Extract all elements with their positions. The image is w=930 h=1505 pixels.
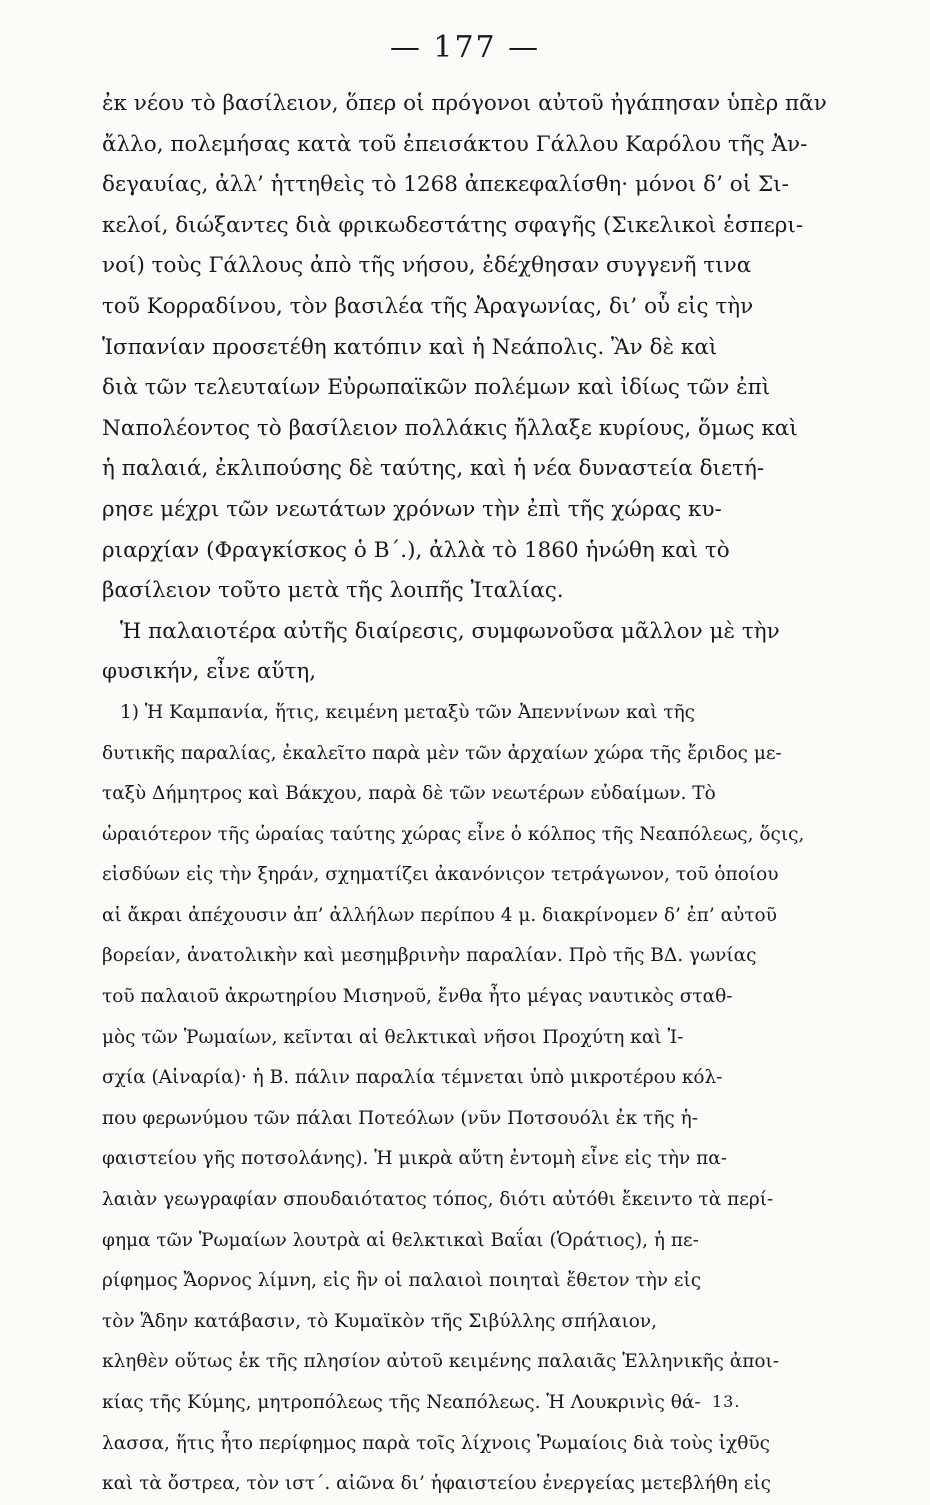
text-line: ἄλλο, πολεμήσας κατὰ τοῦ ἐπεισάκτου Γάλλου Καρόλου τῆς Ἀν- [102,131,808,157]
text-line: εἰσδύων εἰς τὴν ξηράν, σχηματίζει ἀκανόνιςον τετράγωνον, τοῦ ὁποίου [102,864,779,886]
body-text [102,84,827,1505]
text-line: ἐκ νέου τὸ βασίλειον, ὅπερ οἱ πρόγονοι αὐτοῦ ἠγάπησαν ὑπὲρ πᾶν [102,91,827,116]
text-line: Ἱσπανίαν προσετέθη κατόπιν καὶ ἡ Νεάπολις. Ἂν δὲ καὶ [102,334,718,360]
text-line: φαιστείου γῆς ποτσολάνης). Ἡ μικρὰ αὕτη ἐντομὴ εἶνε εἰς τὴν πα- [102,1148,728,1170]
text-line: ρίφημος Ἄορνος λίμνη, εἰς ἣν οἱ παλαιοὶ ποιηταὶ ἔθετον τὴν εἰς [102,1270,702,1292]
text-line: σχία (Αἰναρία)· ἡ Β. πάλιν παραλία τέμνεται ὑπὸ μικροτέρου κόλ- [102,1067,723,1089]
text-line: δεγαυίας, ἀλλ’ ἡττηθεὶς τὸ 1268 ἀπεκεφαλίσθη· μόνοι δ’ οἱ Σι- [102,172,789,198]
text-line: 1) Ἡ Καμπανία, ἥτις, κειμένη μεταξὺ τῶν Ἀπεννίνων καὶ τῆς [120,701,696,723]
text-line: ρησε μέχρι τῶν νεωτάτων χρόνων τὴν ἐπὶ τῆς χώρας κυ- [102,496,722,522]
text-line: που φερωνύμου τῶν πάλαι Ποτεόλων (νῦν Ποτσουόλι ἐκ τῆς ἡ- [102,1107,698,1129]
text-line: βασίλειον τοῦτο μετὰ τῆς λοιπῆς Ἰταλίας. [102,578,564,604]
text-line: αἱ ἄκραι ἀπέχουσιν ἀπ’ ἀλλήλων περίπου 4 μ. διακρίνομεν δ’ ἐπ’ αὐτοῦ [102,904,777,926]
text-line: νοί) τοὺς Γάλλους ἀπὸ τῆς νήσου, ἐδέχθησαν συγγενῆ τινα [102,253,752,279]
text-line: δυτικῆς παραλίας, ἐκαλεῖτο παρὰ μὲν τῶν ἀρχαίων χώρα τῆς ἔριδος με- [102,742,782,764]
text-line: μὸς τῶν Ῥωμαίων, κεῖνται αἱ θελκτικαὶ νῆσοι Προχύτη καὶ Ἰ- [102,1026,684,1048]
text-line: φημα τῶν Ῥωμαίων λουτρὰ αἱ θελκτικαὶ Βαΐαι (Ὁράτιος), ἡ πε- [102,1229,699,1251]
text-line: λαιὰν γεωγραφίαν σπουδαιότατος τόπος, διότι αὐτόθι ἔκειντο τὰ περί- [102,1189,774,1211]
text-line: καὶ τὰ ὄστρεα, τὸν ιστ΄. αἰῶνα δι’ ἡφαιστείου ἐνεργείας μετεβλήθη εἰς [102,1473,771,1495]
text-line: κίας τῆς Κύμης, μητροπόλεως τῆς Νεαπόλεως. Ἡ Λουκρινὶς θά- [102,1392,701,1413]
text-line: ὡραιότερον τῆς ὡραίας ταύτης χώρας εἶνε ὁ κόλπος τῆς Νεαπόλεως, ὅςις, [102,823,805,845]
text-line: φυσικήν, εἶνε αὕτη, [102,659,317,685]
signature-mark: 13. [712,1392,741,1411]
page-number: — 177 — [389,30,541,65]
text-line: ἡ παλαιά, ἐκλιπούσης δὲ ταύτης, καὶ ἡ νέα δυναστεία διετή- [102,456,765,482]
text-line: κελοί, διώξαντες διὰ φρικωδεστάτης σφαγῆς (Σικελικοὶ ἑσπερι- [102,212,804,238]
text-line: τοῦ Κορραδίνου, τὸν βασιλέα τῆς Ἀραγωνίας, δι’ οὗ εἰς τὴν [102,293,754,319]
text-line: βορείαν, ἀνατολικὴν καὶ μεσημβρινὴν παραλίαν. Πρὸ τῆς ΒΔ. γωνίας [102,945,757,967]
text-line: Ναπολέοντος τὸ βασίλειον πολλάκις ἤλλαξε κυρίους, ὅμως καὶ [102,415,798,441]
text-line: ταξὺ Δήμητρος καὶ Βάκχου, παρὰ δὲ τῶν νεωτέρων εὐδαίμων. Τὸ [102,783,716,805]
text-line: Ἡ παλαιοτέρα αὐτῆς διαίρεσις, συμφωνοῦσα μᾶλλον μὲ τὴν [120,618,780,644]
text-line: τὸν Ἅδην κατάβασιν, τὸ Κυμαϊκὸν τῆς Σιβύλλης σπήλαιον, [102,1310,657,1332]
text-line: ριαρχίαν (Φραγκίσκος ὁ Β΄.), ἀλλὰ τὸ 1860 ἡνώθη καὶ τὸ [102,537,730,563]
text-line: κληθὲν οὕτως ἐκ τῆς πλησίον αὐτοῦ κειμένης παλαιᾶς Ἑλληνικῆς ἀποι- [102,1351,780,1373]
text-line: τοῦ παλαιοῦ ἀκρωτηρίου Μισηνοῦ, ἔνθα ἦτο μέγας ναυτικὸς σταθ- [102,986,733,1008]
text-line: λασσα, ἥτις ἦτο περίφημος παρὰ τοῖς λίχνοις Ῥωμαίοις διὰ τοὺς ἰχθῦς [102,1432,770,1454]
text-line: διὰ τῶν τελευταίων Εὐρωπαϊκῶν πολέμων καὶ ἰδίως τῶν ἐπὶ [102,375,771,401]
